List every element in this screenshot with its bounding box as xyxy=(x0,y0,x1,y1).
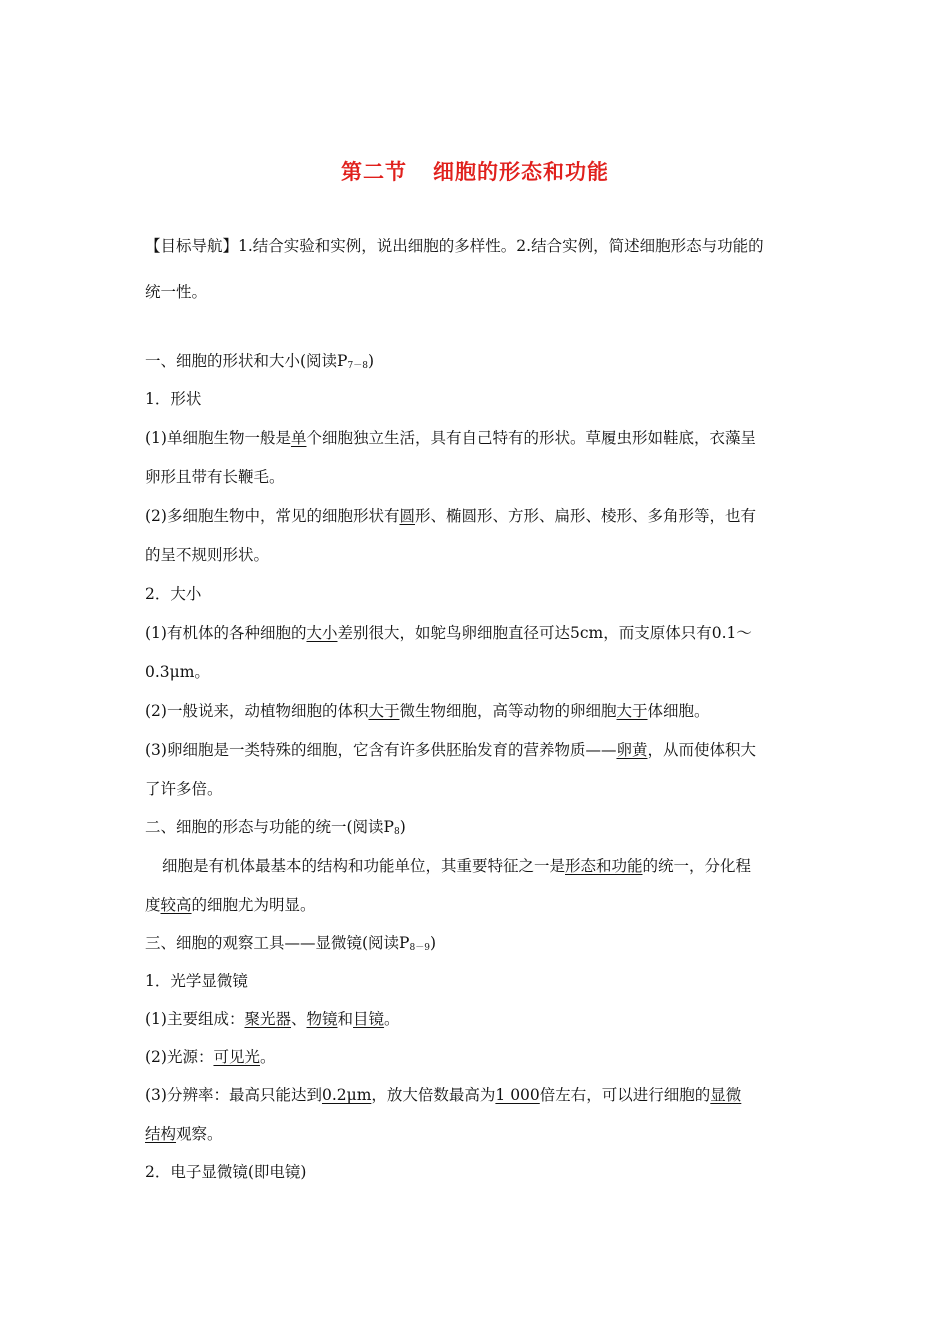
objectives-label: 【目标导航】 xyxy=(145,237,239,255)
paragraph: 度较高的细胞尤为明显。 xyxy=(145,896,316,914)
paragraph: 的呈不规则形状。 xyxy=(145,546,270,564)
page-title xyxy=(0,156,950,186)
objectives-line-2: 统一性。 xyxy=(145,283,208,301)
subheading-size: 2．大小 xyxy=(145,585,202,603)
paragraph: 结构观察。 xyxy=(145,1125,223,1143)
paragraph: (2)光源：可见光。 xyxy=(145,1048,276,1066)
section-1-heading: 一、细胞的形状和大小(阅读$P_{7-8}$) xyxy=(145,352,374,371)
paragraph: (2)一般说来，动植物细胞的体积大于微生物细胞，高等动物的卵细胞大于体细胞。 xyxy=(145,702,710,720)
objectives-line-1: 【目标导航】1.结合实验和实例，说出细胞的多样性。2.结合实例，简述细胞形态与功能的 xyxy=(145,237,764,255)
paragraph: 卵形且带有长鞭毛。 xyxy=(145,468,285,486)
subheading-shape: 1．形状 xyxy=(145,390,202,408)
paragraph: 细胞是有机体最基本的结构和功能单位，其重要特征之一是形态和功能的统一，分化程 xyxy=(162,857,752,875)
paragraph: (3)卵细胞是一类特殊的细胞，它含有许多供胚胎发育的营养物质——卵黄，从而使体积大 xyxy=(145,741,756,759)
subheading-electron-microscope: 2．电子显微镜(即电镜) xyxy=(145,1163,307,1181)
paragraph: (2)多细胞生物中，常见的细胞形状有圆形、椭圆形、方形、扁形、棱形、多角形等，也有 xyxy=(145,507,756,525)
title-topic: 细胞的形态和功能 xyxy=(433,160,609,184)
section-2-heading: 二、细胞的形态与功能的统一(阅读$P_8$) xyxy=(145,818,406,837)
paragraph: (1)有机体的各种细胞的大小差别很大，如鸵鸟卵细胞直径可达5cm，而支原体只有0.1～ xyxy=(145,624,752,642)
paragraph: (1)主要组成：聚光器、物镜和目镜。 xyxy=(145,1010,400,1028)
paragraph: 了许多倍。 xyxy=(145,780,223,798)
paragraph: (3)分辨率：最高只能达到0.2μm，放大倍数最高为1 000倍左右，可以进行细胞的显微 xyxy=(145,1086,742,1104)
paragraph: 0.3μm。 xyxy=(145,663,210,681)
section-3-heading: 三、细胞的观察工具——显微镜(阅读$P_{8-9}$) xyxy=(145,934,436,953)
paragraph: (1)单细胞生物一般是单个细胞独立生活，具有自己特有的形状。草履虫形如鞋底，衣藻呈 xyxy=(145,429,756,447)
subheading-optical-microscope: 1．光学显微镜 xyxy=(145,972,248,990)
title-section-number: 第二节 xyxy=(341,160,407,184)
